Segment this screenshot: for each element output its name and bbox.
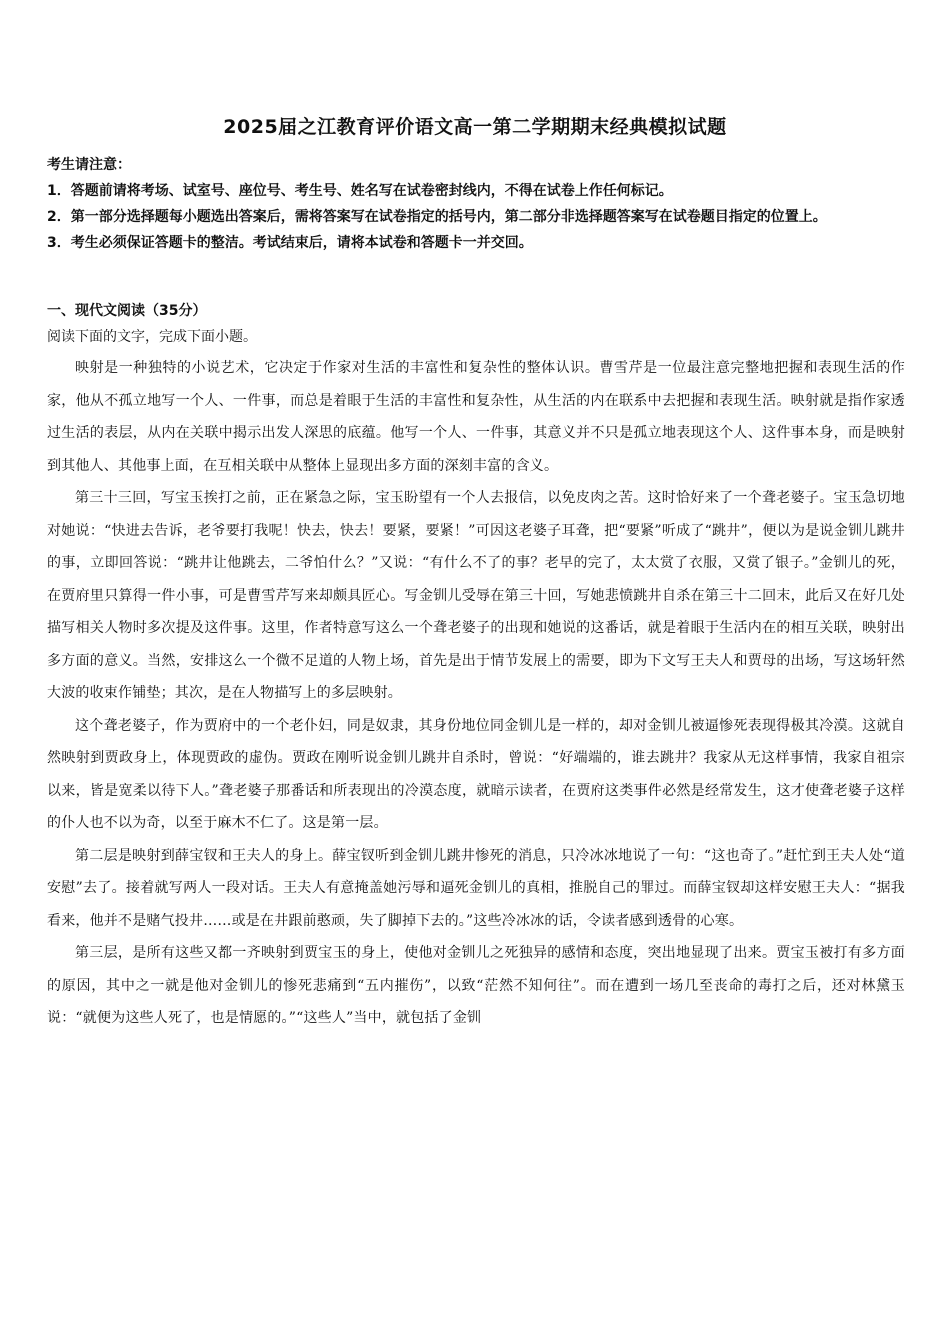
passage-paragraph: 映射是一种独特的小说艺术，它决定于作家对生活的丰富性和复杂性的整体认识。曹雪芹是一位最注意完整地把握和表现生活的作家，他从不孤立地写一个人、一件事，而总是着眼于生活的丰富性和复杂性，从生活的内在联系中去把握和表现生活。映射就是指作家透过生活的表层，从内在关联中揭示出发人深思的底蕴。他写一个人、一件事，其意义并不只是孤立地表现这个人、这件事本身，而是映射到其他人、其他事上面，在互相关联中从整体上显现出多方面的深刻丰富的含义。 [47, 360, 905, 474]
section-heading: 一、现代文阅读（35分） [47, 303, 207, 319]
reading-passage [47, 352, 905, 1035]
passage-paragraph: 第二层是映射到薛宝钗和王夫人的身上。薛宝钗听到金钏儿跳井惨死的消息，只冷冰冰地说了一句：“这也奇了。”赶忙到王夫人处“道安慰”去了。接着就写两人一段对话。王夫人有意掩盖她污辱和逼死金钏儿的真相，推脱自己的罪过。而薛宝钗却这样安慰王夫人：“据我看来，他并不是赌气投井……或是在井跟前憨顽，失了脚掉下去的。”这些冷冰冰的话，令读者感到透骨的心寒。 [47, 847, 905, 929]
notice-heading: 考生请注意： [47, 157, 131, 173]
notice-item: 1．答题前请将考场、试室号、座位号、考生号、姓名写在试卷密封线内，不得在试卷上作任何标记。 [47, 183, 673, 199]
section-instruction: 阅读下面的文字，完成下面小题。 [47, 329, 257, 345]
passage-paragraph: 第三层，是所有这些又都一齐映射到贾宝玉的身上，使他对金钏儿之死独异的感情和态度，突出地显现了出来。贾宝玉被打有多方面的原因，其中之一就是他对金钏儿的惨死悲痛到“五内摧伤”，以致“茫然不知何往”。而在遭到一场几至丧命的毒打之后，还对林黛玉说：“就便为这些人死了，也是情愿的。”“这些人”当中，就包括了金钏 [47, 945, 905, 1026]
section-header [47, 298, 903, 350]
exam-notice [47, 152, 903, 256]
passage-paragraph: 第三十三回，写宝玉挨打之前，正在紧急之际，宝玉盼望有一个人去报信，以免皮肉之苦。这时恰好来了一个聋老婆子。宝玉急切地对她说：“快进去告诉，老爷要打我呢！快去，快去！要紧，要紧！”可因这老婆子耳聋，把“要紧”听成了“跳井”，便以为是说金钏儿跳井的事，立即回答说：“跳井让他跳去，二爷怕什么？”又说：“有什么不了的事？老早的完了，太太赏了衣服，又赏了银子。”金钏儿的死，在贾府里只算得一件小事，可是曹雪芹写来却颇具匠心。写金钏儿受辱在第三十回，写她悲愤跳井自杀在第三十二回末，此后又在好几处描写相关人物时多次提及这件事。这里，作者特意写这么一个聋老婆子的出现和她说的这番话，就是着眼于生活内在的相互关联，映射出多方面的意义。当然，安排这么一个微不足道的人物上场，首先是出于情节发展上的需要，即为下文写王夫人和贾母的出场，写这场轩然大波的收束作铺垫；其次，是在人物描写上的多层映射。 [47, 490, 905, 701]
passage-paragraph: 这个聋老婆子，作为贾府中的一个老仆妇，同是奴隶，其身份地位同金钏儿是一样的，却对金钏儿被逼惨死表现得极其冷漠。这就自然映射到贾政身上，体现贾政的虚伪。贾政在刚听说金钏儿跳井自杀时，曾说：“好端端的，谁去跳井？我家从无这样事情，我家自祖宗以来，皆是宽柔以待下人。”聋老婆子那番话和所表现出的冷漠态度，就暗示读者，在贾府这类事件必然是经常发生，这才使聋老婆子这样的仆人也不以为奇，以至于麻木不仁了。这是第一层。 [47, 717, 905, 831]
document-title: 2025届之江教育评价语文高一第二学期期末经典模拟试题 [223, 116, 727, 138]
notice-item: 2．第一部分选择题每小题选出答案后，需将答案写在试卷指定的括号内，第二部分非选择题答案写在试卷题目指定的位置上。 [47, 209, 827, 225]
notice-item: 3．考生必须保证答题卡的整洁。考试结束后，请将本试卷和答题卡一并交回。 [47, 235, 533, 251]
